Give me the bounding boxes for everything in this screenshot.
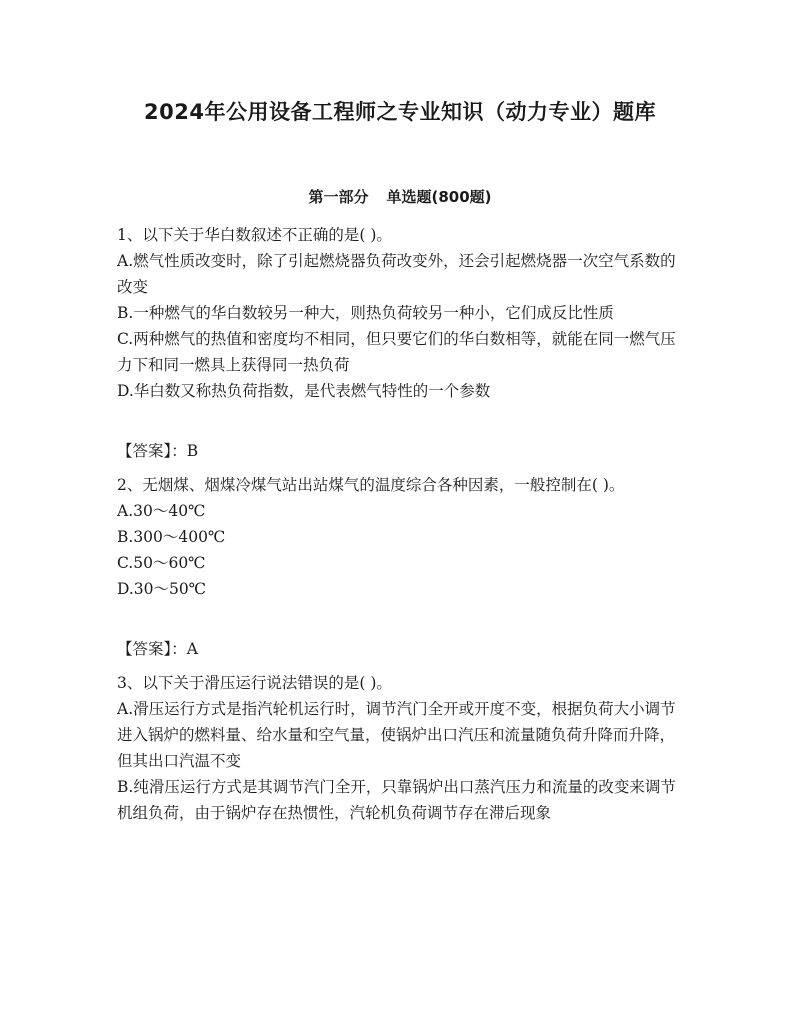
answer-value: B — [186, 442, 199, 460]
answer-line — [117, 438, 687, 464]
section-name: 第一部分 — [308, 188, 369, 206]
question-3 — [117, 670, 687, 826]
section-heading — [0, 186, 800, 207]
section-type: 单选题(800题) — [386, 188, 492, 206]
option-b: B.300～400℃ — [117, 528, 226, 546]
answer-label: 【答案】： — [117, 640, 187, 658]
question-stem: 3、以下关于滑压运行说法错误的是( )。 — [117, 674, 392, 692]
option-d: D.华白数又称热负荷指数，是代表燃气特性的一个参数 — [117, 382, 491, 400]
question-stem: 1、以下关于华白数叙述不正确的是( )。 — [117, 226, 392, 244]
option-b: B.一种燃气的华白数较另一种大，则热负荷较另一种小，它们成反比性质 — [117, 304, 614, 322]
option-b: B.纯滑压运行方式是其调节汽门全开，只靠锅炉出口蒸汽压力和流量的改变来调节机组负荷，由于锅炉存在热惯性，汽轮机负荷调节存在滞后现象 — [117, 778, 676, 822]
question-stem: 2、无烟煤、烟煤冷煤气站出站煤气的温度综合各种因素，一般控制在( )。 — [117, 476, 625, 494]
question-2 — [117, 472, 687, 662]
question-1 — [117, 222, 687, 464]
option-c: C.两种燃气的热值和密度均不相同，但只要它们的华白数相等，就能在同一燃气压力下和同一燃具上获得同一热负荷 — [117, 330, 676, 374]
answer-label: 【答案】： — [117, 442, 187, 460]
option-a: A.燃气性质改变时，除了引起燃烧器负荷改变外，还会引起燃烧器一次空气系数的改变 — [117, 252, 676, 296]
option-a: A.滑压运行方式是指汽轮机运行时，调节汽门全开或开度不变，根据负荷大小调节进入锅炉的燃料量、给水量和空气量，使锅炉出口汽压和流量随负荷升降而升降，但其出口汽温不变 — [117, 700, 676, 770]
document-title: 2024年公用设备工程师之专业知识（动力专业）题库 — [144, 100, 656, 124]
option-a: A.30～40℃ — [117, 502, 206, 520]
answer-line — [117, 636, 687, 662]
answer-value: A — [186, 640, 198, 658]
question-list — [117, 222, 687, 826]
option-c: C.50～60℃ — [117, 554, 206, 572]
option-d: D.30～50℃ — [117, 580, 207, 598]
